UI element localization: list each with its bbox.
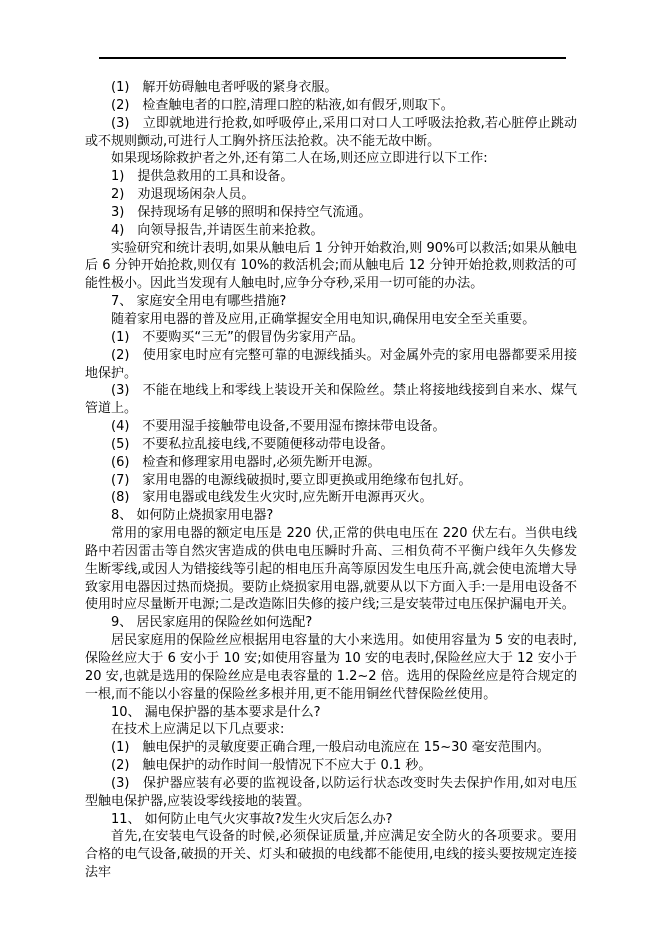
- question-heading: 10、 漏电保护器的基本要求是什么?: [111, 704, 321, 720]
- list-item-paren: (5) 不要私拉乱接电线,不要随便移动带电设备。: [111, 436, 394, 452]
- question-heading: 11、 如何防止电气火灾事故?发生火灾后怎么办?: [111, 811, 393, 827]
- list-item-paren: (3) 保护器应装有必要的监视设备,以防运行状态改变时失去保护作用,如对电压型触电保护器,应装设零线接地的装置。: [85, 775, 577, 809]
- list-item-paren: (2) 触电保护的动作时间一般情况下不应大于 0.1 秒。: [111, 758, 432, 774]
- list-item-paren: (6) 检查和修理家用电器时,必须先断开电源。: [111, 454, 381, 470]
- paragraph: 首先,在安装电气设备的时候,必须保证质量,并应满足安全防火的各项要求。要用合格的电气设备,破损的开关、灯头和破损的电线都不能使用,电线的接头要按规定连接法牢: [85, 829, 577, 881]
- list-item-paren: (2) 使用家电时应有完整可靠的电源线插头。对金属外壳的家用电器都要采用接地保护。: [85, 347, 577, 381]
- list-item-paren: (7) 家用电器的电源线破损时,要立即更换或用绝缘布包扎好。: [111, 472, 472, 488]
- question-heading: 9、 居民家庭用的保险丝如何选配?: [111, 615, 313, 631]
- paragraph: 随着家用电器的普及应用,正确掌握安全用电知识,确保用电安全至关重要。: [111, 311, 536, 327]
- question-heading: 8、 如何防止烧损家用电器?: [111, 508, 274, 524]
- list-item-num: 4) 向领导报告,并请医生前来抢救。: [111, 222, 324, 238]
- list-item-paren: (1) 不要购买“三无”的假冒伪劣家用产品。: [111, 329, 364, 345]
- paragraph: 居民家庭用的保险丝应根据用电容量的大小来选用。如使用容量为 5 安的电表时,保险丝应大于 6 安小于 10 安;如使用容量为 10 安的电表时,保险丝应大于 12 安小于 20 安,也就是选用的保险丝应是电表容量的 1.2~2 倍。选用的保险丝应是符合规定的一根,而不能以小容量的保险丝多根并用,更不能用铜丝代替保险丝使用。: [85, 633, 577, 702]
- list-item-paren: (2) 检查触电者的口腔,清理口腔的粘液,如有假牙,则取下。: [111, 97, 454, 113]
- list-item-paren: (1) 解开妨碍触电者呼吸的紧身衣服。: [111, 80, 338, 95]
- list-item-paren: (8) 家用电器或电线发生火灾时,应先断开电源再灭火。: [111, 490, 433, 506]
- list-item-num: 2) 劝退现场闲杂人员。: [111, 187, 255, 203]
- question-heading: 7、 家庭安全用电有哪些措施?: [111, 294, 287, 310]
- list-item-num: 1) 提供急救用的工具和设备。: [111, 169, 294, 185]
- paragraph: 在技术上应满足以下几点要求:: [111, 722, 285, 738]
- list-item-paren: (4) 不要用湿手接触带电设备,不要用湿布擦抹带电设备。: [111, 419, 446, 435]
- list-item-paren: (3) 不能在地线上和零线上装设开关和保险丝。禁止将接地线接到自来水、煤气管道上。: [85, 383, 577, 417]
- paragraph: 常用的家用电器的额定电压是 220 伏,正常的供电电压在 220 伏左右。当供电线路中若因雷击等自然灾害造成的供电电压瞬时升高、三相负荷不平衡户线年久失修发生断零线,或因人为错接线等引起的相电压升高等原因发生电压升高,就会使电流增大导致家用电器因过热而烧损。要防止烧损家用电器,就要从以下方面入手:一是用电设备不使用时应尽量断开电源;二是改造陈旧失修的接户线;三是安装带过电压保护漏电开关。: [85, 526, 577, 613]
- paragraph: 实验研究和统计表明,如果从触电后 1 分钟开始救治,则 90%可以救活;如果从触电后 6 分钟开始抢救,则仅有 10%的救活机会;而从触电后 12 分钟开始抢救,则救活的可能性极小。因此当发现有人触电时,应争分夺秒,采用一切可能的办法。: [85, 240, 577, 292]
- list-item-paren: (3) 立即就地进行抢救,如呼吸停止,采用口对口人工呼吸法抢救,若心脏停止跳动或不规则颤动,可进行人工胸外挤压法抢救。决不能无故中断。: [85, 115, 577, 149]
- list-item-num: 3) 保持现场有足够的照明和保持空气流通。: [111, 204, 372, 220]
- list-item-paren: (1) 触电保护的灵敏度要正确合理,一般启动电流应在 15~30 毫安范围内。: [111, 740, 550, 756]
- document-body: [85, 79, 577, 882]
- paragraph: 如果现场除救护者之外,还有第二人在场,则还应立即进行以下工作:: [111, 151, 488, 167]
- header-rule: [99, 57, 566, 59]
